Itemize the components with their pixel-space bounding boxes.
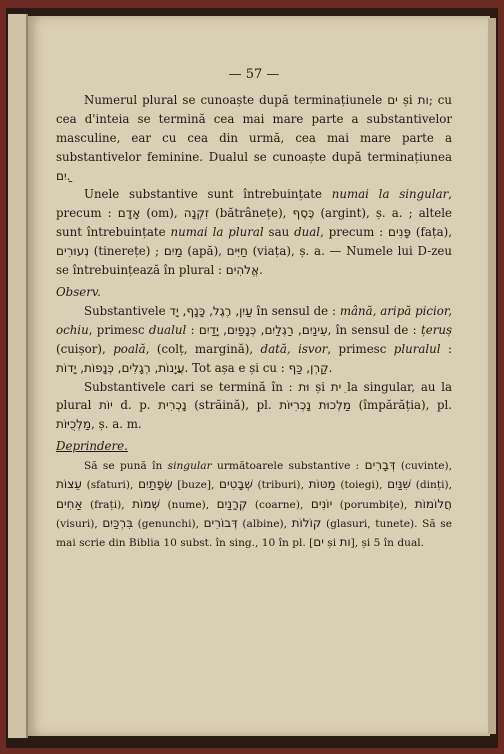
- text: (glasuri, tunete). Să se mai scrie din Biblia 10 subst. în sing., 10 în pl. [: [56, 517, 452, 549]
- hebrew-word: כֶּסֶף: [292, 206, 315, 221]
- hebrew-word: ַיִם: [56, 168, 67, 183]
- deprindere-heading: [56, 437, 452, 456]
- hebrew-word: עַיִן, רֶגֶל, כָּנָף, יָד: [169, 303, 253, 318]
- hebrew-word: אֱלֹהִים: [225, 263, 260, 278]
- text: (tinerețe) ;: [89, 244, 164, 259]
- text: (cuișor),: [56, 341, 114, 356]
- hebrew-word: זִקְנָה: [183, 206, 210, 221]
- hebrew-word: חֲלוֹמוֹת: [414, 496, 452, 511]
- text: (bătrânețe),: [209, 206, 293, 221]
- hebrew-word: יוֹת: [98, 398, 113, 413]
- text: :: [440, 341, 452, 356]
- page-content: [56, 30, 452, 552]
- text: (apă),: [182, 244, 227, 259]
- text: , în sensul de :: [327, 322, 421, 337]
- hebrew-word: נָכְרִית: [158, 398, 187, 413]
- hebrew-word: דְּבָרִים: [364, 458, 396, 473]
- emphasis: dată, isvor: [260, 341, 328, 356]
- emphasis: țeruș: [421, 322, 453, 337]
- hebrew-word: ים: [313, 534, 324, 549]
- text: în sensul de :: [252, 303, 340, 318]
- text: și: [397, 92, 418, 107]
- emphasis: poală: [113, 341, 146, 356]
- hebrew-word: שְׁמוֹת: [132, 496, 160, 511]
- emphasis: singular: [167, 460, 212, 473]
- text: (frați),: [82, 498, 133, 511]
- hebrew-word: שְׁבָטִים: [219, 477, 253, 492]
- hebrew-word: וּת: [298, 379, 310, 394]
- emphasis: dualul: [148, 322, 187, 337]
- deprindere-label: Deprindere.: [56, 439, 128, 454]
- hebrew-word: קְרָנַיִם: [216, 496, 248, 511]
- facing-page-edge: [8, 14, 28, 738]
- text: .: [259, 263, 263, 278]
- emphasis: pluralul: [393, 341, 441, 356]
- paragraph-singular-plural: [56, 185, 452, 280]
- hebrew-word: מַלְכֻיּוֹת: [56, 417, 92, 432]
- text: următoarele substantive :: [211, 460, 365, 473]
- hebrew-word: חַיִּים: [226, 244, 248, 259]
- page-stack-edge: [488, 18, 496, 734]
- hebrew-word: נָכְרִיּוֹת: [279, 398, 312, 413]
- text: (dinți),: [411, 479, 452, 492]
- text: (albine),: [237, 517, 292, 530]
- text: (străină), pl.: [186, 398, 280, 413]
- hebrew-word: ים: [387, 92, 398, 107]
- text: , precum :: [320, 225, 389, 240]
- page-number: — 57 —: [228, 67, 280, 82]
- hebrew-word: אַחִים: [56, 496, 83, 511]
- hebrew-word: פָּנִים: [388, 225, 411, 240]
- paragraph-dual: [56, 302, 452, 378]
- text: , primesc: [327, 341, 394, 356]
- hebrew-word: מַלְכוּת: [318, 398, 352, 413]
- text: și: [309, 379, 331, 394]
- text: sau: [263, 225, 295, 240]
- hebrew-word: ִית: [330, 379, 342, 394]
- text: (coarne),: [247, 498, 311, 511]
- hebrew-word: שְׂפָתַיִם: [138, 477, 173, 492]
- text: Unele substantive sunt întrebuințate: [84, 187, 332, 202]
- hebrew-word: בִּרְכַּיִם: [102, 515, 134, 530]
- text: (împărăția), pl.: [351, 398, 453, 413]
- text: . Tot așa e și cu :: [184, 360, 289, 375]
- text: (visuri),: [56, 517, 103, 530]
- hebrew-word: מַיִם: [163, 244, 183, 259]
- text: (sfaturi),: [81, 479, 139, 492]
- hebrew-word: יוֹנִים: [310, 496, 333, 511]
- text: ], și 5 în dual.: [350, 536, 425, 549]
- hebrew-word: קוֹלוֹת: [291, 515, 322, 530]
- text: la singular, au la plural: [56, 379, 453, 413]
- text: d. p.: [112, 398, 159, 413]
- text: (porumbițe),: [332, 498, 415, 511]
- hebrew-word: ות: [339, 534, 351, 549]
- text: (cuvinte),: [395, 460, 452, 473]
- exercise-paragraph: [56, 456, 452, 552]
- text: și: [323, 536, 340, 549]
- text: (fața),: [410, 225, 452, 240]
- emphasis: numai la plural: [170, 225, 264, 240]
- text: , (colț, margină),: [145, 341, 261, 356]
- emphasis: mână, aripă picior, ochiu: [56, 303, 453, 337]
- text: ; cu cea d'inteia se termină cea mai mare parte a substantivelor masculine, ear cu cea din urmă, cea mai mare parte a substantivelor feminine. Dualul se cunoaște după terminațiunea: [56, 92, 452, 164]
- hebrew-word: מַטּוֹת: [308, 477, 336, 492]
- text: (genunchi),: [133, 517, 204, 530]
- paragraph-plural: [56, 91, 452, 186]
- emphasis: numai la singular: [331, 187, 449, 202]
- hebrew-word: נְעוּרִים: [56, 244, 90, 259]
- paragraph-ut-it: [56, 378, 452, 435]
- hebrew-word: עֵצוֹת: [56, 477, 82, 492]
- text: Să se pună în: [84, 460, 168, 473]
- text: (toiegi),: [335, 479, 388, 492]
- text: , precum :: [56, 187, 452, 221]
- text: Numerul plural se cunoaște după terminațiunele: [84, 92, 388, 107]
- text: [311, 398, 319, 412]
- text: (om),: [140, 206, 184, 221]
- text: :: [186, 322, 199, 337]
- hebrew-word: ות: [417, 92, 429, 107]
- text: , ș. a. m.: [91, 417, 142, 432]
- hebrew-word: עֵינַיִם, רַגְלַיִם, כְּנָפַיִם, יָדַיִם: [198, 322, 328, 337]
- text: [buze],: [172, 479, 219, 492]
- observ-heading: Observ.: [56, 284, 101, 299]
- hebrew-word: קַרְן, כַּף: [288, 360, 329, 375]
- text: (argint), ș. a. ; altele sunt întrebuințate: [56, 206, 452, 240]
- hebrew-word: דְּבוֹרִים: [203, 515, 238, 530]
- hebrew-word: אָדָם: [117, 206, 141, 221]
- text: Substantivele: [84, 303, 170, 318]
- text: , primesc: [88, 322, 149, 337]
- hebrew-word: עֲיָנוֹת, רְגָלִים, כְּנָפוֹת, יָדוֹת: [56, 360, 185, 375]
- text: (nume),: [159, 498, 217, 511]
- emphasis: dual: [294, 225, 321, 240]
- text: .: [66, 168, 71, 183]
- text: Substantivele cari se termină în :: [84, 379, 299, 394]
- text: (triburi),: [252, 479, 309, 492]
- text: .: [328, 360, 333, 375]
- hebrew-word: שִׁנַּיִם: [387, 477, 412, 492]
- text: (viața), ș. a. — Numele lui D-zeu se întrebuințează în plural :: [56, 244, 452, 278]
